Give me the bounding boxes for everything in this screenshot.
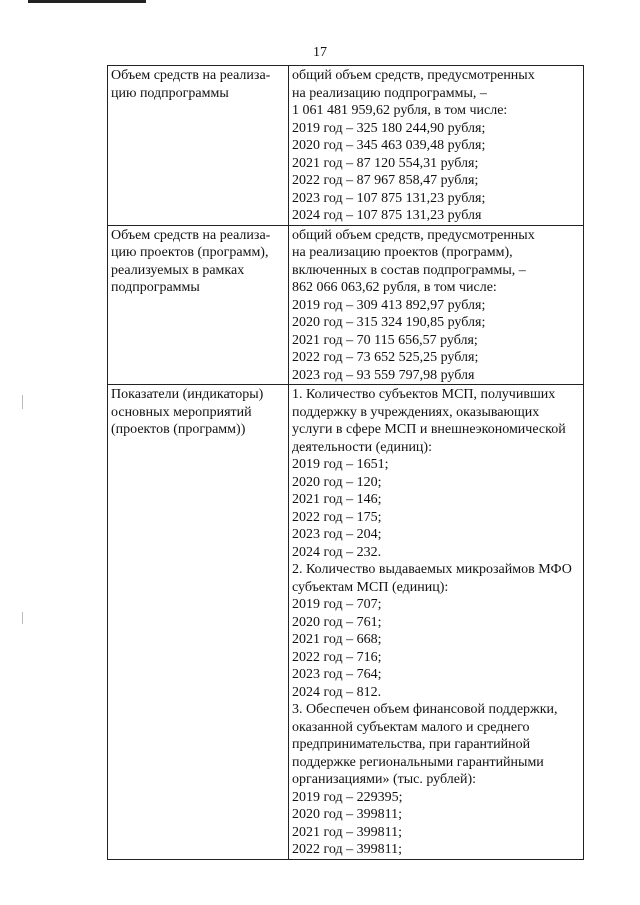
row-label-line: Объем средств на реализа- xyxy=(111,227,271,243)
row-value-line: услуги в сфере МСП и внешнеэкономической xyxy=(292,422,566,437)
row-label-line: основных мероприятий xyxy=(111,404,252,420)
row-value-line: поддержку в учреждениях, оказывающих xyxy=(292,404,540,420)
row-value-line: 2021 год – 399811; xyxy=(292,824,402,840)
row-value-line: на реализацию проектов (программ), xyxy=(292,245,513,260)
row-value-line: 2019 год – 1651; xyxy=(292,457,389,472)
row-value-cell xyxy=(289,66,584,226)
table-row xyxy=(108,385,584,860)
subprogram-passport-table xyxy=(107,65,584,860)
row-value-line: организациями» (тыс. рублей): xyxy=(292,772,477,787)
row-value-cell xyxy=(289,385,584,860)
row-value-line: включенных в состав подпрограммы, – xyxy=(292,262,526,278)
scan-margin-mark xyxy=(22,612,23,624)
row-value-line: 2023 год – 204; xyxy=(292,527,382,542)
row-label-cell xyxy=(108,66,289,226)
row-value-line: 2021 год – 87 120 554,31 рубля; xyxy=(292,155,479,171)
table-row xyxy=(108,225,584,385)
row-label-cell xyxy=(108,225,289,385)
row-value-line: 2023 год – 93 559 797,98 рубля xyxy=(292,367,475,383)
row-value-line: на реализацию подпрограммы, – xyxy=(292,85,487,101)
row-label-cell xyxy=(108,385,289,860)
row-value-line: 2020 год – 315 324 190,85 рубля; xyxy=(292,315,486,330)
row-value-line: 2019 год – 707; xyxy=(292,597,382,612)
row-value-line: 2020 год – 120; xyxy=(292,474,382,490)
row-value-line: 2022 год – 175; xyxy=(292,509,382,525)
row-value-line: 3. Обеспечен объем финансовой поддержки, xyxy=(292,702,558,717)
row-value-line: деятельности (единиц): xyxy=(292,439,432,455)
row-value-line: 1 061 481 959,62 рубля, в том числе: xyxy=(292,103,508,118)
row-value-line: поддержке региональными гарантийными xyxy=(292,754,544,770)
row-value-line: 2020 год – 345 463 039,48 рубля; xyxy=(292,138,486,153)
row-value-line: оказанной субъектам малого и среднего xyxy=(292,719,530,735)
row-value-line: общий объем средств, предусмотренных xyxy=(292,68,535,83)
row-value-line: 2024 год – 232. xyxy=(292,544,382,560)
row-value-line: 2022 год – 73 652 525,25 рубля; xyxy=(292,350,479,365)
passport-table-body xyxy=(108,66,584,860)
row-value-line: 2021 год – 70 115 656,57 рубля; xyxy=(292,332,478,348)
row-value-line: 2019 год – 229395; xyxy=(292,789,403,805)
row-value-line: 2023 год – 764; xyxy=(292,667,382,682)
row-value-line: 2020 год – 399811; xyxy=(292,807,402,822)
row-value-line: 2022 год – 716; xyxy=(292,649,382,665)
row-value-line: 2023 год – 107 875 131,23 рубля; xyxy=(292,190,486,206)
row-label-line: реализуемых в рамках xyxy=(111,262,245,278)
row-label-line: (проектов (программ)) xyxy=(111,422,246,437)
row-label-line: цию проектов (программ), xyxy=(111,245,269,260)
row-label-line: подпрограммы xyxy=(111,280,200,295)
row-value-line: общий объем средств, предусмотренных xyxy=(292,227,535,243)
row-value-cell xyxy=(289,225,584,385)
row-value-line: субъектам МСП (единиц): xyxy=(292,579,449,595)
table-row xyxy=(108,66,584,226)
top-edge-rule xyxy=(28,0,146,3)
row-value-line: 2021 год – 146; xyxy=(292,492,382,507)
row-value-line: предпринимательства, при гарантийной xyxy=(292,737,531,752)
page-number: 17 xyxy=(313,45,327,60)
row-value-line: 2019 год – 309 413 892,97 рубля; xyxy=(292,297,486,313)
scan-margin-mark xyxy=(22,395,23,409)
row-value-line: 2. Количество выдаваемых микрозаймов МФО xyxy=(292,562,572,577)
row-value-line: 2019 год – 325 180 244,90 рубля; xyxy=(292,120,486,136)
row-label-line: цию подпрограммы xyxy=(111,85,229,101)
row-value-line: 2022 год – 399811; xyxy=(292,842,402,857)
row-value-line: 2024 год – 107 875 131,23 рубля xyxy=(292,208,482,223)
row-value-line: 862 066 063,62 рубля, в том числе: xyxy=(292,280,497,295)
row-value-line: 2021 год – 668; xyxy=(292,632,382,647)
row-value-line: 2024 год – 812. xyxy=(292,684,382,700)
row-value-line: 2022 год – 87 967 858,47 рубля; xyxy=(292,173,479,188)
row-label-line: Объем средств на реализа- xyxy=(111,68,271,83)
row-label-line: Показатели (индикаторы) xyxy=(111,387,264,402)
row-value-line: 1. Количество субъектов МСП, получивших xyxy=(292,387,556,402)
row-value-line: 2020 год – 761; xyxy=(292,614,382,630)
